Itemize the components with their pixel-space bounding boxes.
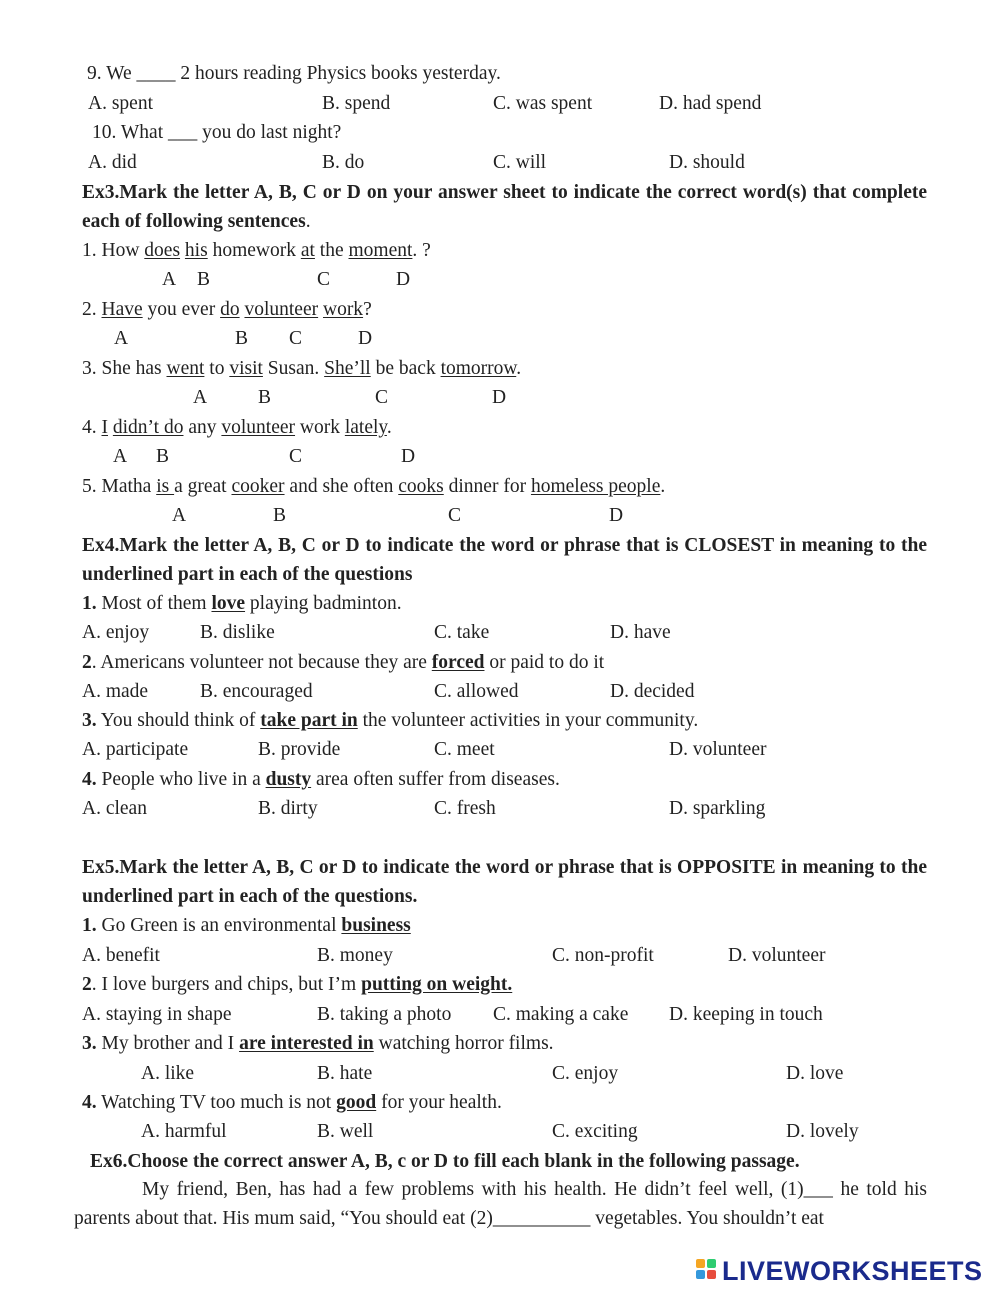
ex5-question-2: 2. I love burgers and chips, but I’m putting on weight. [82, 974, 513, 995]
ex3-s1-letter-b: B [197, 269, 211, 290]
ex4-q2-option-b: B. encouraged [200, 681, 313, 702]
ex3-s4-letter-b: B [156, 446, 170, 467]
q9-option-c: C. was spent [493, 93, 593, 114]
ex4-q2-option-a: A. made [82, 681, 149, 702]
q9-option-b: B. spend [322, 93, 391, 114]
liveworksheets-logo [696, 1256, 996, 1286]
ex3-s5-letter-c: C [448, 505, 462, 526]
ex4-q4-option-b: B. dirty [258, 798, 318, 819]
q9-option-a: A. spent [88, 93, 153, 114]
ex4-heading: Ex4.Mark the letter A, B, C or D to indicate the word or phrase that is CLOSEST in meaning to the underlined part in each of the questions [82, 535, 927, 585]
ex4-question-1: 1. Most of them love playing badminton. [82, 593, 402, 614]
logo-square-1 [696, 1259, 705, 1268]
q10-option-b: B. do [322, 152, 365, 173]
ex3-s3-letter-c: C [375, 387, 389, 408]
ex5-q3-option-c: C. enjoy [552, 1063, 619, 1084]
ex3-s4-letter-c: C [289, 446, 303, 467]
ex6-passage: My friend, Ben, has had a few problems with his health. He didn’t feel well, (1)___ he told his parents about that. His mum said, “You should eat (2)__________ vegetables. You shouldn’t eat [74, 1179, 927, 1229]
ex3-s1-letter-a: A [162, 269, 177, 290]
question-9-text: 9. We ____ 2 hours reading Physics books yesterday. [87, 63, 501, 84]
ex5-heading: Ex5.Mark the letter A, B, C or D to indicate the word or phrase that is OPPOSITE in meaning to the underlined part in each of the questions. [82, 857, 927, 907]
ex3-sentence-4: 4. I didn’t do any volunteer work lately. [82, 417, 392, 438]
ex5-q4-option-b: B. well [317, 1121, 374, 1142]
ex6-heading: Ex6.Choose the correct answer A, B, c or D to fill each blank in the following passage. [90, 1151, 800, 1172]
ex5-q4-option-d: D. lovely [786, 1121, 859, 1142]
ex4-q3-option-b: B. provide [258, 739, 341, 760]
ex3-s5-letter-d: D [609, 505, 624, 526]
ex5-q2-option-b: B. taking a photo [317, 1004, 452, 1025]
ex5-q4-option-c: C. exciting [552, 1121, 638, 1142]
ex5-question-3: 3. My brother and I are interested in watching horror films. [82, 1033, 554, 1054]
ex3-s4-letter-d: D [401, 446, 416, 467]
ex4-question-4: 4. People who live in a dusty area often suffer from diseases. [82, 769, 560, 790]
q9-option-d: D. had spend [659, 93, 762, 114]
ex3-sentence-5: 5. Matha is a great cooker and she often cooks dinner for homeless people. [82, 476, 666, 497]
q10-option-c: C. will [493, 152, 547, 173]
q10-option-a: A. did [88, 152, 137, 173]
ex3-sentence-1: 1. How does his homework at the moment. ? [82, 240, 431, 261]
logo-square-3 [696, 1270, 705, 1279]
ex4-q4-option-a: A. clean [82, 798, 147, 819]
liveworksheets-logo-text: LIVEWORKSHEETS [722, 1256, 983, 1286]
ex4-q3-option-d: D. volunteer [669, 739, 767, 760]
ex3-sentence-3: 3. She has went to visit Susan. She’ll be back tomorrow. [82, 358, 522, 379]
ex4-q3-option-a: A. participate [82, 739, 189, 760]
ex3-s2-letter-b: B [235, 328, 249, 349]
ex4-q1-option-d: D. have [610, 622, 671, 643]
ex3-s2-letter-a: A [114, 328, 129, 349]
ex5-question-4: 4. Watching TV too much is not good for your health. [82, 1092, 502, 1113]
logo-square-4 [707, 1270, 716, 1279]
ex3-s2-letter-c: C [289, 328, 303, 349]
ex4-q1-option-b: B. dislike [200, 622, 275, 643]
ex4-q1-option-c: C. take [434, 622, 490, 643]
ex5-q3-option-d: D. love [786, 1063, 844, 1084]
ex3-s1-letter-c: C [317, 269, 331, 290]
ex5-q2-option-c: C. making a cake [493, 1004, 629, 1025]
ex4-q1-option-a: A. enjoy [82, 622, 150, 643]
ex4-q4-option-c: C. fresh [434, 798, 496, 819]
ex5-q1-option-b: B. money [317, 945, 393, 966]
ex3-s5-letter-b: B [273, 505, 287, 526]
ex3-s4-letter-a: A [113, 446, 128, 467]
logo-square-2 [707, 1259, 716, 1268]
ex5-q2-option-d: D. keeping in touch [669, 1004, 823, 1025]
ex3-sentence-2: 2. Have you ever do volunteer work? [82, 299, 372, 320]
ex4-q3-option-c: C. meet [434, 739, 495, 760]
ex3-s5-letter-a: A [172, 505, 187, 526]
ex5-q4-option-a: A. harmful [141, 1121, 227, 1142]
ex3-s3-letter-a: A [193, 387, 208, 408]
ex5-question-1: 1. Go Green is an environmental business [82, 915, 411, 936]
q10-option-d: D. should [669, 152, 745, 173]
ex4-question-3: 3. You should think of take part in the volunteer activities in your community. [82, 710, 699, 731]
ex3-s3-letter-b: B [258, 387, 272, 408]
liveworksheets-logo-icon [696, 1259, 718, 1281]
ex3-heading: Ex3.Mark the letter A, B, C or D on your answer sheet to indicate the correct word(s) that complete each of following sentences. [82, 182, 927, 232]
ex5-q1-option-d: D. volunteer [728, 945, 826, 966]
ex4-question-2: 2. Americans volunteer not because they are forced or paid to do it [82, 652, 605, 673]
ex3-s3-letter-d: D [492, 387, 507, 408]
ex3-s2-letter-d: D [358, 328, 373, 349]
question-10-text: 10. What ___ you do last night? [92, 122, 342, 143]
ex5-q3-option-a: A. like [141, 1063, 195, 1084]
ex5-q2-option-a: A. staying in shape [82, 1004, 232, 1025]
ex5-q3-option-b: B. hate [317, 1063, 373, 1084]
ex3-s1-letter-d: D [396, 269, 411, 290]
ex5-q1-option-c: C. non-profit [552, 945, 654, 966]
ex4-q2-option-c: C. allowed [434, 681, 519, 702]
ex4-q2-option-d: D. decided [610, 681, 695, 702]
ex5-q1-option-a: A. benefit [82, 945, 160, 966]
ex4-q4-option-d: D. sparkling [669, 798, 766, 819]
